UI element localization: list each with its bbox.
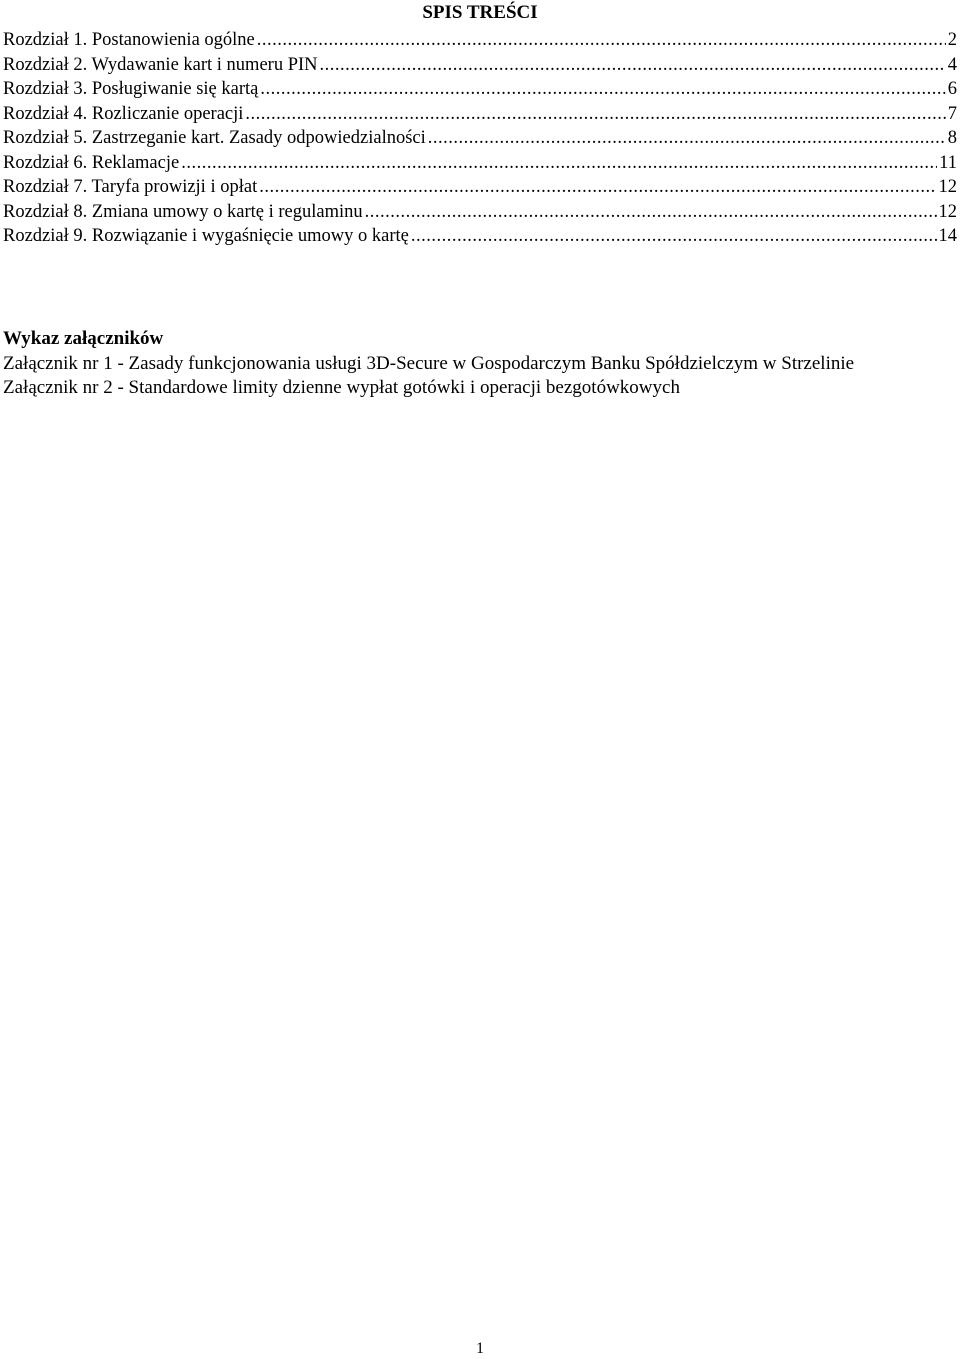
toc-dot-leader — [245, 102, 945, 127]
toc-dot-leader — [411, 224, 937, 249]
toc-entry-chapter-4[interactable] — [3, 102, 957, 127]
toc-entry-page: 8 — [947, 128, 957, 148]
toc-dot-leader — [259, 175, 936, 200]
table-of-contents — [3, 28, 957, 249]
toc-entry-label: Rozdział 5. Zastrzeganie kart. Zasady odpowiedzialności — [3, 128, 426, 148]
toc-entry-chapter-7[interactable] — [3, 175, 957, 200]
toc-entry-chapter-1[interactable] — [3, 28, 957, 53]
toc-dot-leader — [257, 28, 946, 53]
toc-entry-page: 6 — [947, 79, 957, 99]
toc-entry-chapter-9[interactable] — [3, 224, 957, 249]
toc-entry-chapter-3[interactable] — [3, 77, 957, 102]
toc-entry-page: 7 — [947, 103, 957, 124]
toc-entry-label: Rozdział 1. Postanowienia ogólne — [3, 30, 255, 50]
attachment-item-1: Załącznik nr 1 - Zasady funkcjonowania usługi 3D-Secure w Gospodarczym Banku Spółdzielczym w Strzelinie — [3, 353, 855, 374]
toc-entry-page: 14 — [938, 226, 957, 246]
toc-dot-leader — [365, 200, 937, 225]
toc-entry-page: 12 — [938, 177, 957, 197]
attachment-item-2: Załącznik nr 2 - Standardowe limity dzienne wypłat gotówki i operacji bezgotówkowych — [3, 377, 680, 398]
toc-entry-chapter-5[interactable] — [3, 126, 957, 151]
toc-entry-chapter-6[interactable] — [3, 151, 957, 176]
toc-entry-page: 2 — [947, 30, 957, 50]
toc-dot-leader — [260, 77, 945, 102]
toc-entry-label: Rozdział 2. Wydawanie kart i numeru PIN — [3, 54, 318, 75]
toc-entry-label: Rozdział 6. Reklamacje — [3, 152, 180, 173]
toc-dot-leader — [428, 126, 946, 151]
toc-entry-chapter-8[interactable] — [3, 200, 957, 225]
toc-dot-leader — [181, 151, 937, 176]
toc-entry-label: Rozdział 3. Posługiwanie się kartą — [3, 79, 259, 99]
attachments-heading: Wykaz załączników — [3, 328, 164, 349]
toc-entry-label: Rozdział 8. Zmiana umowy o kartę i regulaminu — [3, 201, 363, 222]
toc-entry-chapter-2[interactable] — [3, 53, 957, 78]
toc-entry-label: Rozdział 7. Taryfa prowizji i opłat — [3, 177, 258, 197]
toc-entry-label: Rozdział 9. Rozwiązanie i wygaśnięcie umowy o kartę — [3, 226, 409, 246]
page-number: 1 — [476, 1340, 484, 1357]
toc-entry-page: 4 — [947, 54, 957, 75]
toc-title: SPIS TREŚCI — [422, 2, 538, 23]
attachments-section — [3, 327, 957, 400]
toc-entry-page: 12 — [938, 201, 957, 222]
toc-entry-page: 11 — [939, 152, 957, 173]
toc-entry-label: Rozdział 4. Rozliczanie operacji — [3, 103, 244, 124]
toc-dot-leader — [320, 53, 946, 78]
